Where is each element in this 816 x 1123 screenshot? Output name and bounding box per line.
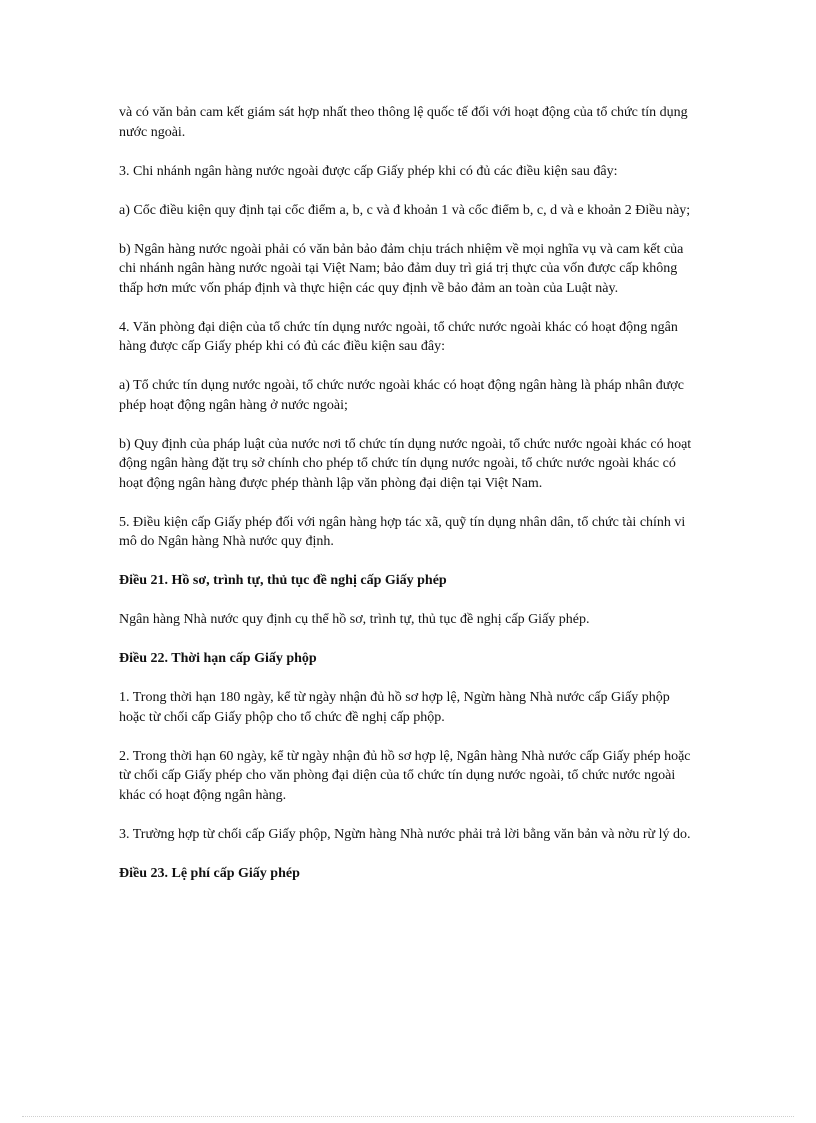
paragraph-clause-4a: a) Tổ chức tín dụng nước ngoài, tổ chức nước ngoài khác có hoạt động ngân hàng là pháp nhân được phép hoạt động ngân hàng ở nước ngoài; <box>119 378 684 413</box>
paragraph-clause-4: 4. Văn phòng đại diện của tổ chức tín dụng nước ngoài, tổ chức nước ngoài khác có hoạt động ngân hàng được cấp Giấy phép khi có đủ các điều kiện sau đây: <box>119 319 678 354</box>
article-21-heading: Điều 21. Hồ sơ, trình tự, thủ tục đề nghị cấp Giấy phép <box>119 573 447 588</box>
article-22-heading: Điều 22. Thời hạn cấp Giấy phộp <box>119 651 317 666</box>
paragraph-continuation: và có văn bản cam kết giám sát hợp nhất theo thông lệ quốc tế đối với hoạt động của tổ chức tín dụng nước ngoài. <box>119 105 688 140</box>
article-23-heading: Điều 23. Lệ phí cấp Giấy phép <box>119 865 300 881</box>
article-22-item-3: 3. Trường hợp từ chối cấp Giấy phộp, Ngừn hàng Nhà nước phải trả lời bằng văn bản và nờu rừ lý do. <box>119 826 691 842</box>
paragraph-clause-3a: a) Cổc điều kiện quy định tại cổc điểm a, b, c và đ khoản 1 và cổc điểm b, c, d và e khoản 2 Điều này; <box>119 202 691 218</box>
paragraph-clause-3b: b) Ngân hàng nước ngoài phải có văn bản bảo đảm chịu trách nhiệm về mọi nghĩa vụ và cam kết của chi nhánh ngân hàng nước ngoài tại Việt Nam; bảo đảm duy trì giá trị thực của vốn được cấp không thấp hơn mức vốn pháp định và thực hiện các quy định về bảo đảm an toàn của Luật này. <box>119 241 684 296</box>
paragraph-clause-4b: b) Quy định của pháp luật của nước nơi tổ chức tín dụng nước ngoài, tổ chức nước ngoài khác có hoạt động ngân hàng đặt trụ sở chính cho phép tổ chức tín dụng nước ngoài, tổ chức nước ngoài khác có hoạt động ngân hàng được phép thành lập văn phòng đại diện tại Việt Nam. <box>119 436 692 491</box>
page-bottom-divider <box>22 1116 794 1117</box>
paragraph-clause-5: 5. Điều kiện cấp Giấy phép đối với ngân hàng hợp tác xã, quỹ tín dụng nhân dân, tổ chức tài chính vi mô do Ngân hàng Nhà nước quy định. <box>119 514 686 549</box>
article-22-item-2: 2. Trong thời hạn 60 ngày, kể từ ngày nhận đủ hồ sơ hợp lệ, Ngân hàng Nhà nước cấp Giấy phép hoặc từ chối cấp Giấy phép cho văn phòng đại diện của tổ chức tín dụng nước ngoài, tổ chức nước ngoài khác có hoạt động ngân hàng. <box>119 748 691 803</box>
article-21-body: Ngân hàng Nhà nước quy định cụ thể hồ sơ, trình tự, thủ tục đề nghị cấp Giấy phép. <box>119 612 590 627</box>
paragraph-clause-3: 3. Chi nhánh ngân hàng nước ngoài được cấp Giấy phép khi có đủ các điều kiện sau đây: <box>119 163 618 179</box>
document-page <box>119 103 699 903</box>
article-22-item-1: 1. Trong thời hạn 180 ngày, kể từ ngày nhận đủ hồ sơ hợp lệ, Ngừn hàng Nhà nước cấp Giấy phộp hoặc từ chối cấp Giấy phộp cho tổ chức đề nghị cấp phộp. <box>119 690 670 725</box>
